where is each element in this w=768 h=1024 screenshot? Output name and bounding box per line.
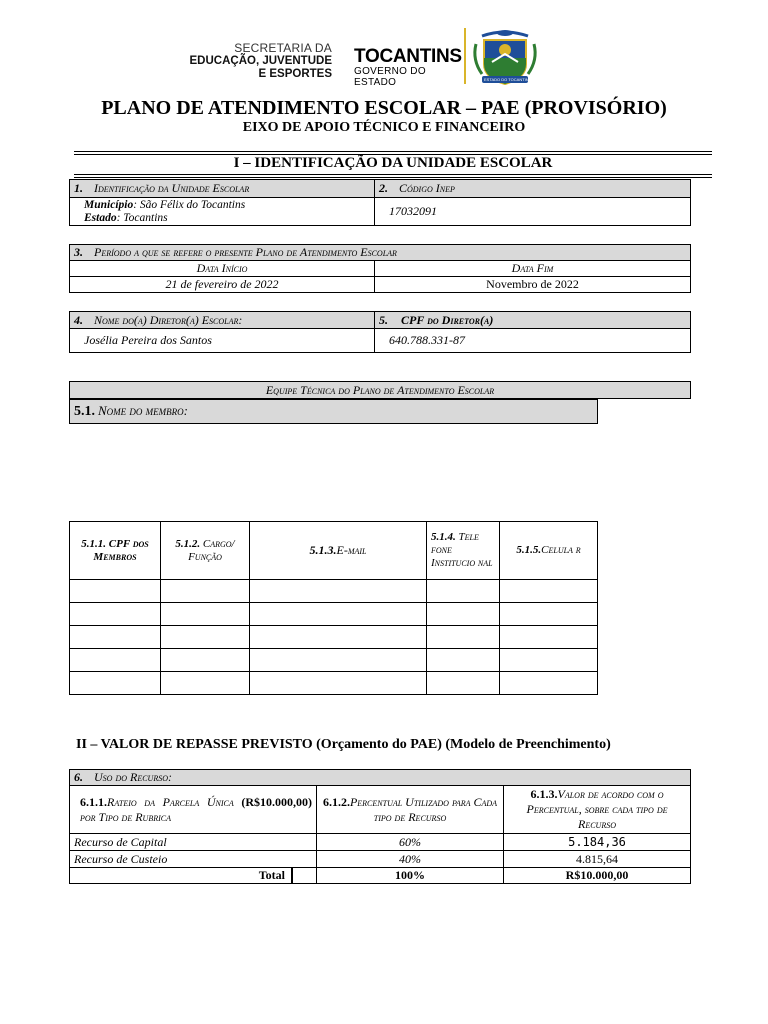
col-cargo-header: 5.1.2. Cargo/ Função [161,522,250,580]
col-telefone-header: 5.1.4. Tele fone Institucio nal [427,522,500,580]
budget-header: 6. Uso do Recurso: [70,770,691,786]
municipio-value: : São Félix do Tocantins [133,198,246,211]
period-table [69,244,691,293]
row-capital-percentual: 60% [317,834,504,851]
period-header: 3. Período a que se refere o presente Plano de Atendimento Escolar [70,245,691,261]
col-valor-header: 6.1.3.Valor de acordo com o Percentual, sobre cada tipo de Recurso [504,786,691,834]
row-capital-valor: 5.184,36 [504,834,691,851]
coat-of-arms-icon [470,26,540,88]
section-2-title: II – VALOR DE REPASSE PREVISTO (Orçamento do PAE) (Modelo de Preenchimento) [76,737,611,752]
table-row [70,672,598,695]
secretaria-line-3: E ESPORTES [258,68,332,80]
director-table [69,311,691,353]
director-cpf-header: 5. CPF do Diretor(a) [375,312,691,329]
director-name-header: 4. Nome do(a) Diretor(a) Escolar: [70,312,375,329]
table-row [70,834,691,851]
col-celular-header: 5.1.5.Celula r [500,522,598,580]
total-value: R$10.000,00 [504,868,691,884]
row-custeio-valor: 4.815,64 [504,851,691,868]
estado-value: : Tocantins [116,211,168,224]
director-cpf: 640.788.331-87 [375,329,691,353]
team-title: Equipe Técnica do Plano de Atendimento Escolar [70,382,691,399]
secretaria-line-1: SECRETARIA DA [234,41,332,55]
estado-label: Estado [84,211,117,224]
total-percent: 100% [317,868,504,884]
table-row [70,851,691,868]
total-label: Total [70,868,293,884]
tocantins-logo [354,46,462,88]
inep-header: 2. Código Inep [375,180,691,198]
col-rateio-header: 6.1.1.Rateio da Parcela Única (R$10.000,00) por Tipo de Rubrica [70,786,317,834]
team-members-table [69,521,598,695]
end-date-label: Data Fim [375,261,691,277]
total-row [70,868,691,884]
budget-table [69,769,691,884]
state-subtitle: GOVERNO DO ESTADO [354,66,426,88]
identification-header: 1. Identificação da Unidade Escolar [70,180,375,198]
director-name: Josélia Pereira dos Santos [70,329,375,353]
school-location [70,198,375,226]
col-cpf-header: 5.1.1. CPF dos Membros [70,522,161,580]
table-row [70,580,598,603]
col-percentual-header: 6.1.2.Percentual Utilizado para Cada tipo de Recurso [317,786,504,834]
page-title: PLANO DE ATENDIMENTO ESCOLAR – PAE (PROVISÓRIO) [101,97,667,119]
state-name: TOCANTINS [354,46,462,67]
secretaria-line-2: EDUCAÇÃO, JUVENTUDE [189,55,332,67]
secretaria-logo-text [180,42,332,81]
member-name-header: 5.1. Nome do membro: [70,400,598,424]
section-1-title: I – IDENTIFICAÇÃO DA UNIDADE ESCOLAR [233,155,553,171]
section-1-bottom-rule [74,174,712,178]
row-capital-tipo: Recurso de Capital [70,834,317,851]
inep-code: 17032091 [375,198,691,226]
municipio-label: Município [84,198,134,211]
col-email-header: 5.1.3.E-mail [250,522,427,580]
coat-of-arms-text: ESTADO DO TOCANTINS [484,77,532,82]
table-row [70,603,598,626]
member-name-table [69,399,598,424]
table-row [70,626,598,649]
team-title-table [69,381,691,399]
start-date-label: Data Início [70,261,375,277]
row-custeio-percentual: 40% [317,851,504,868]
table-row [70,649,598,672]
start-date-value: 21 de fevereiro de 2022 [70,277,375,293]
page-subtitle: EIXO DE APOIO TÉCNICO E FINANCEIRO [242,120,526,135]
end-date-value: Novembro de 2022 [375,277,691,293]
row-custeio-tipo: Recurso de Custeio [70,851,317,868]
identification-table [69,179,691,226]
logo-divider [464,28,466,84]
